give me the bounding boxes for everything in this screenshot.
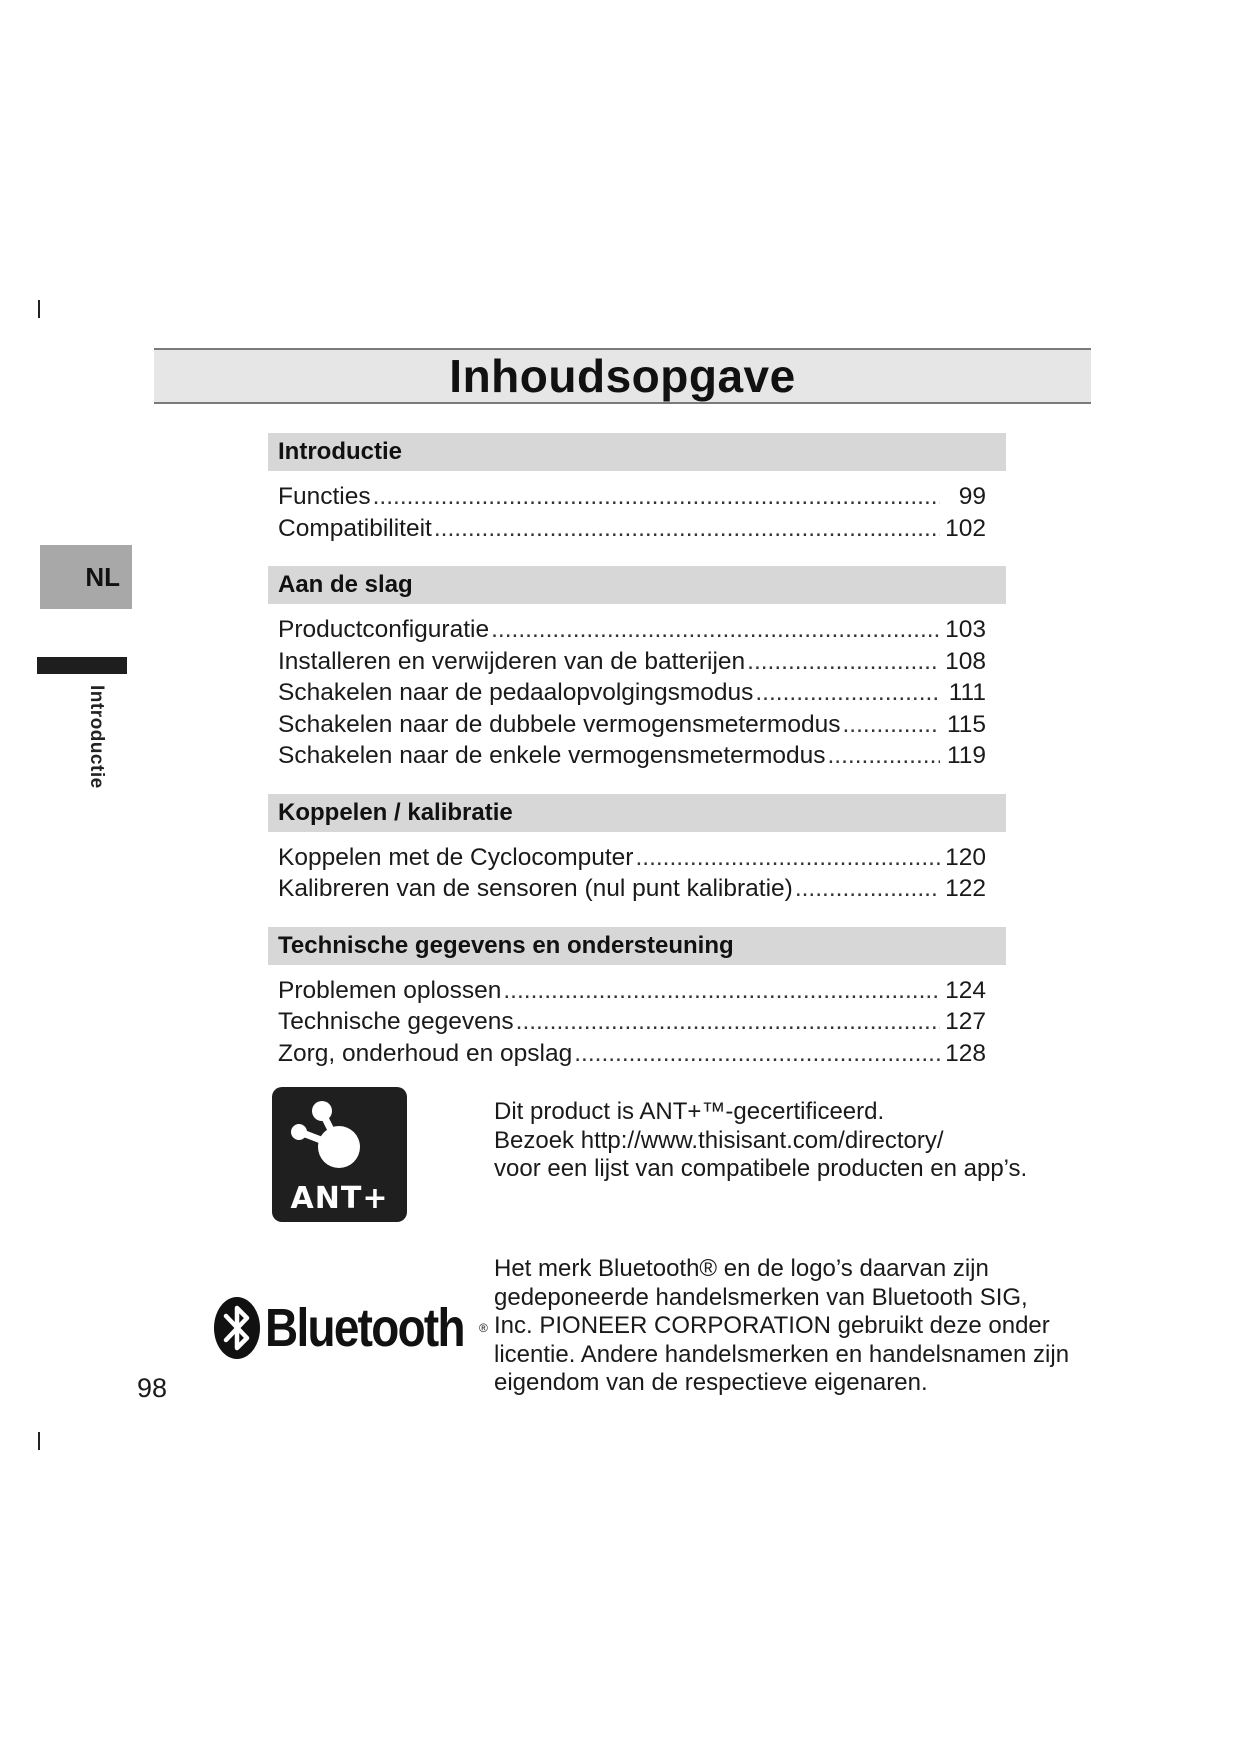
ant-network-icon — [272, 1087, 407, 1187]
dot-leader — [842, 709, 940, 741]
dot-leader — [747, 646, 940, 678]
section-header: Introductie — [268, 433, 1006, 471]
dot-leader — [434, 513, 940, 545]
toc-entry-page: 108 — [945, 647, 986, 675]
toc-entry-label: Kalibreren van de sensoren (nul punt kalibratie) — [278, 875, 793, 902]
bluetooth-text-line: licentie. Andere handelsmerken en handelsnamen zijn — [494, 1340, 1070, 1368]
toc-entry-page: 102 — [945, 514, 986, 542]
ant-plus-logo — [272, 1087, 407, 1222]
dot-leader — [516, 1006, 940, 1038]
toc-entry-label: Koppelen met de Cyclocomputer — [278, 843, 634, 871]
page-number: 98 — [137, 1373, 168, 1403]
ant-directory-link[interactable]: http://www.thisisant.com/directory/ — [580, 1126, 944, 1154]
toc-entry — [268, 677, 996, 709]
toc-entry — [268, 975, 996, 1007]
toc-entry-page: 128 — [945, 1039, 986, 1067]
dot-leader — [755, 677, 940, 709]
ant-certification-text — [494, 1098, 1027, 1184]
toc-entry-page: 99 — [958, 483, 986, 510]
bluetooth-wordmark: Bluetooth — [265, 1298, 464, 1358]
dot-leader — [795, 873, 940, 905]
ant-line-3: voor een lijst van compatibele producten en app’s. — [494, 1155, 1028, 1182]
bluetooth-logo — [213, 1296, 488, 1360]
bluetooth-trademark-text — [494, 1255, 1114, 1398]
toc-entry — [268, 709, 996, 741]
toc-section — [268, 927, 1006, 1070]
toc-section — [268, 794, 1006, 905]
page-title: Inhoudsopgave — [449, 350, 796, 402]
ant-line-1: Dit product is ANT+™-gecertificeerd. — [494, 1098, 885, 1125]
dot-leader — [827, 740, 940, 772]
toc-entry-page: 103 — [945, 616, 986, 643]
toc-entry-label: Compatibiliteit — [278, 514, 432, 542]
section-header: Koppelen / kalibratie — [268, 794, 1006, 832]
toc-entry-page: 124 — [945, 976, 986, 1004]
toc-entry-page: 127 — [945, 1008, 986, 1035]
crop-mark-bottom — [38, 1432, 40, 1450]
section-header: Aan de slag — [268, 566, 1006, 604]
toc-entry-label: Problemen oplossen — [278, 976, 502, 1004]
side-marker-bar — [37, 657, 127, 674]
toc-entry — [268, 513, 996, 545]
toc-section — [268, 433, 1006, 544]
section-header: Technische gegevens en ondersteuning — [268, 927, 1006, 965]
toc-entry-label: Schakelen naar de pedaalopvolgingsmodus — [278, 679, 754, 706]
toc-entry-label: Productconfiguratie — [278, 616, 490, 643]
bluetooth-registered-mark: ® — [478, 1321, 488, 1335]
toc-entry-label: Functies — [278, 483, 371, 510]
toc-entry-label: Technische gegevens — [278, 1008, 514, 1035]
toc-entry-label: Schakelen naar de dubbele vermogensmetermodus — [278, 710, 841, 738]
ant-line-2 — [494, 1127, 1027, 1156]
toc-entry — [268, 481, 996, 513]
toc-entry-label: Installeren en verwijderen van de batterijen — [278, 647, 746, 675]
toc-entry — [268, 842, 996, 874]
language-tab: NL — [40, 545, 132, 609]
dot-leader — [635, 842, 940, 874]
toc-entry-label: Schakelen naar de enkele vermogensmetermodus — [278, 742, 826, 769]
dot-leader — [373, 481, 940, 513]
ant-logo-text: ANT+ — [290, 1181, 389, 1216]
table-of-contents — [268, 433, 1006, 1091]
crop-mark-top — [38, 300, 40, 318]
toc-entry — [268, 614, 996, 646]
toc-entry — [268, 740, 996, 772]
dot-leader — [491, 614, 940, 646]
toc-entry — [268, 1038, 996, 1070]
dot-leader — [574, 1038, 940, 1070]
toc-entry — [268, 873, 996, 905]
toc-section — [268, 566, 1006, 772]
dot-leader — [503, 975, 940, 1007]
toc-entry-page: 111 — [948, 679, 986, 706]
bluetooth-text-line: Het merk Bluetooth® en de logo’s daarvan zijn — [494, 1255, 989, 1282]
toc-entry — [268, 646, 996, 678]
ant-visit-prefix: Bezoek — [494, 1126, 581, 1154]
toc-entry — [268, 1006, 996, 1038]
toc-entry-page: 122 — [945, 875, 986, 902]
bluetooth-text-line: Inc. PIONEER CORPORATION gebruikt deze onder — [494, 1312, 1050, 1339]
toc-entry-page: 120 — [945, 843, 986, 871]
side-section-label: Introductie — [86, 685, 107, 789]
bluetooth-text-line: eigendom van de respectieve eigenaren. — [494, 1369, 928, 1396]
bluetooth-text-line: gedeponeerde handelsmerken van Bluetooth SIG, — [494, 1283, 1028, 1311]
bluetooth-icon — [213, 1296, 261, 1360]
toc-entry-page: 115 — [946, 710, 986, 738]
title-bar — [154, 348, 1091, 404]
toc-entry-page: 119 — [946, 742, 986, 769]
toc-entry-label: Zorg, onderhoud en opslag — [278, 1039, 573, 1067]
